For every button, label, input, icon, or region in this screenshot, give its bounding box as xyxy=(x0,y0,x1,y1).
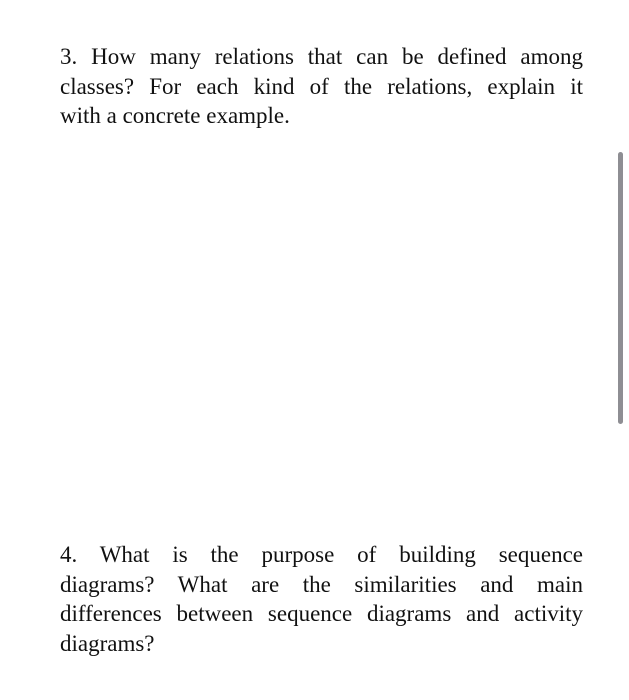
question-4-line: diagrams? xyxy=(60,630,155,656)
vertical-scrollbar[interactable] xyxy=(618,152,623,424)
question-3-line: classes? For each kind of the relations, explain it xyxy=(60,73,583,99)
question-3 xyxy=(60,42,583,131)
question-3-line: 3. How many relations that can be defined among xyxy=(60,44,583,69)
question-4-line: differences between sequence diagrams and activity xyxy=(60,601,583,626)
question-4-line: 4. What is the purpose of building sequence xyxy=(60,542,583,567)
question-4 xyxy=(60,540,583,658)
question-4-line: diagrams? What are the similarities and main xyxy=(60,571,583,597)
question-3-line: with a concrete example. xyxy=(60,103,290,128)
